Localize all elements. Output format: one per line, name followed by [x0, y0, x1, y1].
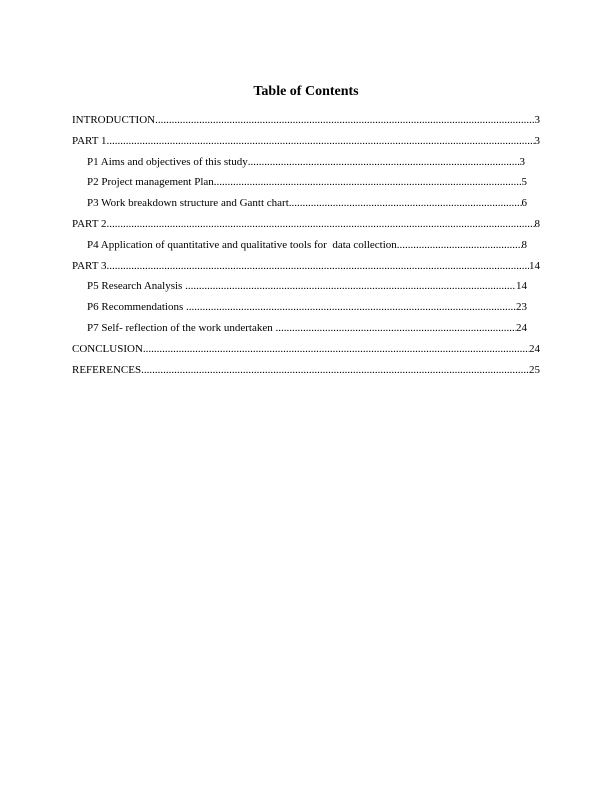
toc-dot-leader	[185, 279, 516, 293]
toc-entry-page: 25	[529, 363, 540, 376]
toc-entry-introduction[interactable]	[72, 113, 540, 134]
toc-dot-leader	[107, 259, 530, 273]
toc-entry-p4[interactable]	[72, 238, 527, 259]
toc-dot-leader	[143, 342, 529, 356]
toc-entry-p1[interactable]	[72, 155, 525, 176]
toc-entry-p3[interactable]	[72, 196, 527, 217]
toc-entry-part-2[interactable]	[72, 217, 540, 238]
toc-entry-label: P2 Project management Plan	[87, 176, 214, 189]
toc-entry-label: P5 Research Analysis	[87, 280, 186, 293]
toc-dot-leader	[186, 300, 516, 314]
toc-title: Table of Contents	[253, 84, 359, 99]
toc-dot-leader	[141, 363, 529, 377]
toc-entry-page: 3	[534, 114, 540, 126]
toc-list	[72, 113, 542, 383]
toc-entry-label: P4 Application of quantitative and qualitative tools for data collection	[87, 238, 397, 251]
toc-entry-p5[interactable]	[72, 279, 527, 300]
toc-entry-label: P3 Work breakdown structure and Gantt chart	[87, 197, 289, 210]
toc-entry-conclusion[interactable]	[72, 342, 540, 363]
toc-dot-leader	[155, 113, 534, 127]
toc-entry-label: CONCLUSION	[72, 342, 143, 355]
toc-entry-part-3[interactable]	[72, 259, 540, 280]
toc-entry-part-1[interactable]	[72, 134, 540, 155]
toc-dot-leader	[397, 238, 522, 252]
toc-entry-references[interactable]	[72, 363, 540, 384]
toc-dot-leader	[107, 217, 535, 231]
toc-entry-label: PART 1	[72, 134, 107, 147]
toc-entry-page: 3	[534, 134, 540, 147]
toc-dot-leader	[248, 155, 520, 169]
toc-entry-page: 14	[529, 259, 540, 272]
toc-entry-page: 8	[534, 217, 540, 230]
toc-entry-label: PART 2	[72, 217, 107, 230]
toc-entry-page: 24	[516, 321, 527, 334]
toc-entry-label: P6 Recommendations	[87, 301, 186, 314]
toc-entry-label: P7 Self- reflection of the work undertaken	[87, 321, 276, 334]
toc-entry-label: REFERENCES	[72, 363, 142, 376]
toc-dot-leader	[275, 321, 516, 335]
toc-entry-page: 8	[521, 238, 527, 251]
toc-dot-leader	[214, 175, 522, 189]
toc-entry-p7[interactable]	[72, 321, 527, 342]
toc-entry-page: 6	[521, 197, 527, 210]
toc-entry-page: 3	[519, 155, 525, 168]
toc-entry-page: 24	[529, 342, 540, 355]
toc-dot-leader	[289, 196, 522, 210]
toc-entry-page: 5	[521, 176, 527, 189]
toc-entry-page: 14	[516, 280, 527, 293]
toc-entry-page: 23	[516, 301, 527, 314]
toc-entry-label: P1 Aims and objectives of this study	[87, 155, 248, 168]
toc-entry-label: PART 3	[72, 259, 107, 272]
toc-dot-leader	[107, 134, 535, 148]
toc-entry-p2[interactable]	[72, 175, 527, 196]
toc-entry-label: INTRODUCTION	[72, 114, 156, 126]
toc-entry-p6[interactable]	[72, 300, 527, 321]
